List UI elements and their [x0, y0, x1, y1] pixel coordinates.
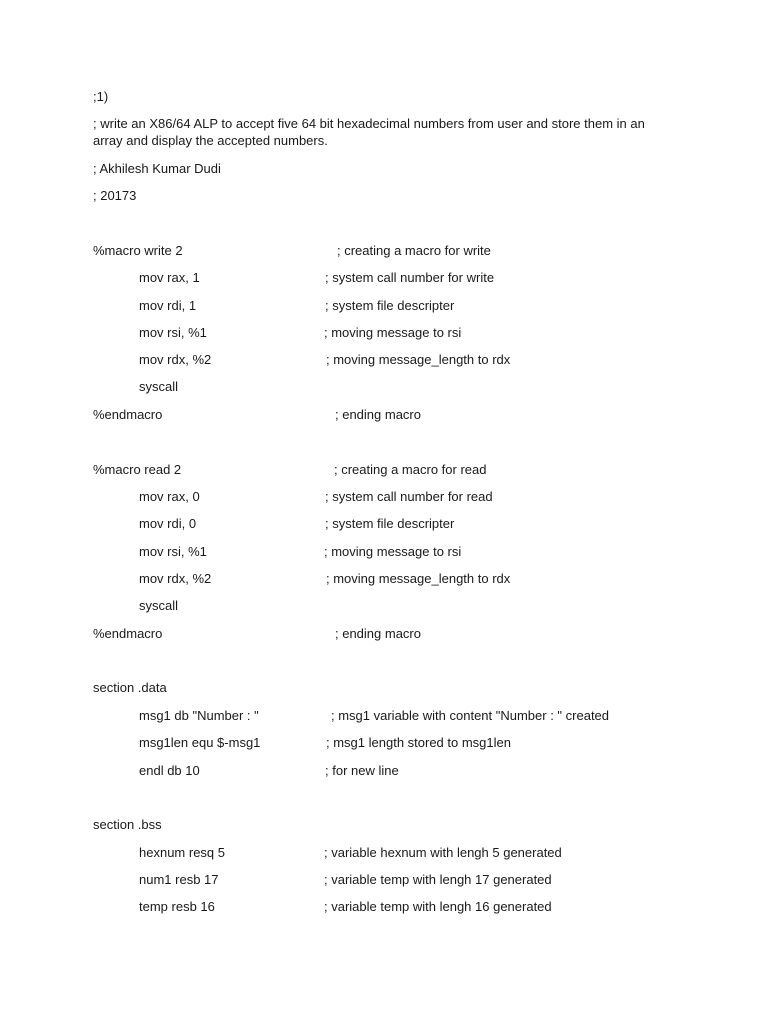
code-comment: ; msg1 variable with content "Number : " created [331, 708, 610, 723]
code-line: mov rsi, %1 [139, 544, 207, 559]
code-line: msg1len equ $-msg1 [139, 735, 261, 750]
code-comment: ; moving message_length to rdx [326, 571, 511, 586]
code-comment: ; system call number for write [325, 270, 495, 285]
code-line: mov rdi, 1 [139, 298, 197, 313]
code-line: temp resb 16 [139, 899, 215, 914]
code-line: mov rdi, 0 [139, 516, 197, 531]
code-line: mov rsi, %1 [139, 325, 207, 340]
code-line: num1 resb 17 [139, 872, 219, 887]
code-comment: ; system file descripter [325, 516, 455, 531]
macro-write-end-comment: ; ending macro [335, 407, 421, 422]
macro-write-end: %endmacro [93, 407, 163, 422]
macro-read-end: %endmacro [93, 626, 163, 641]
code-comment: ; moving message to rsi [324, 325, 462, 340]
section-bss-heading: section .bss [93, 817, 162, 832]
assignment-description: ; write an X86/64 ALP to accept five 64 bit hexadecimal numbers from user and store them in an array and display the accepted numbers. [93, 116, 645, 148]
macro-write-start: %macro write 2 [93, 243, 183, 258]
roll-number-line: ; 20173 [93, 188, 137, 203]
code-line: syscall [139, 379, 179, 394]
code-comment: ; system call number for read [325, 489, 493, 504]
code-line: endl db 10 [139, 763, 200, 778]
code-line: mov rdx, %2 [139, 352, 212, 367]
code-comment: ; moving message_length to rdx [326, 352, 511, 367]
code-line: hexnum resq 5 [139, 845, 225, 860]
author-line: ; Akhilesh Kumar Dudi [93, 161, 221, 176]
code-line: mov rax, 0 [139, 489, 200, 504]
code-line: mov rax, 1 [139, 270, 200, 285]
code-comment: ; system file descripter [325, 298, 455, 313]
code-comment: ; for new line [325, 763, 399, 778]
code-line: msg1 db "Number : " [139, 708, 259, 723]
section-data-heading: section .data [93, 680, 167, 695]
code-comment: ; msg1 length stored to msg1len [326, 735, 511, 750]
code-line: mov rdx, %2 [139, 571, 212, 586]
macro-read-end-comment: ; ending macro [335, 626, 421, 641]
macro-read-start-comment: ; creating a macro for read [334, 462, 487, 477]
assignment-number: ;1) [93, 89, 109, 104]
code-comment: ; moving message to rsi [324, 544, 462, 559]
code-comment: ; variable hexnum with lengh 5 generated [324, 845, 562, 860]
code-comment: ; variable temp with lengh 17 generated [324, 872, 552, 887]
code-line: syscall [139, 598, 179, 613]
macro-read-start: %macro read 2 [93, 462, 182, 477]
code-comment: ; variable temp with lengh 16 generated [324, 899, 552, 914]
macro-write-start-comment: ; creating a macro for write [337, 243, 491, 258]
